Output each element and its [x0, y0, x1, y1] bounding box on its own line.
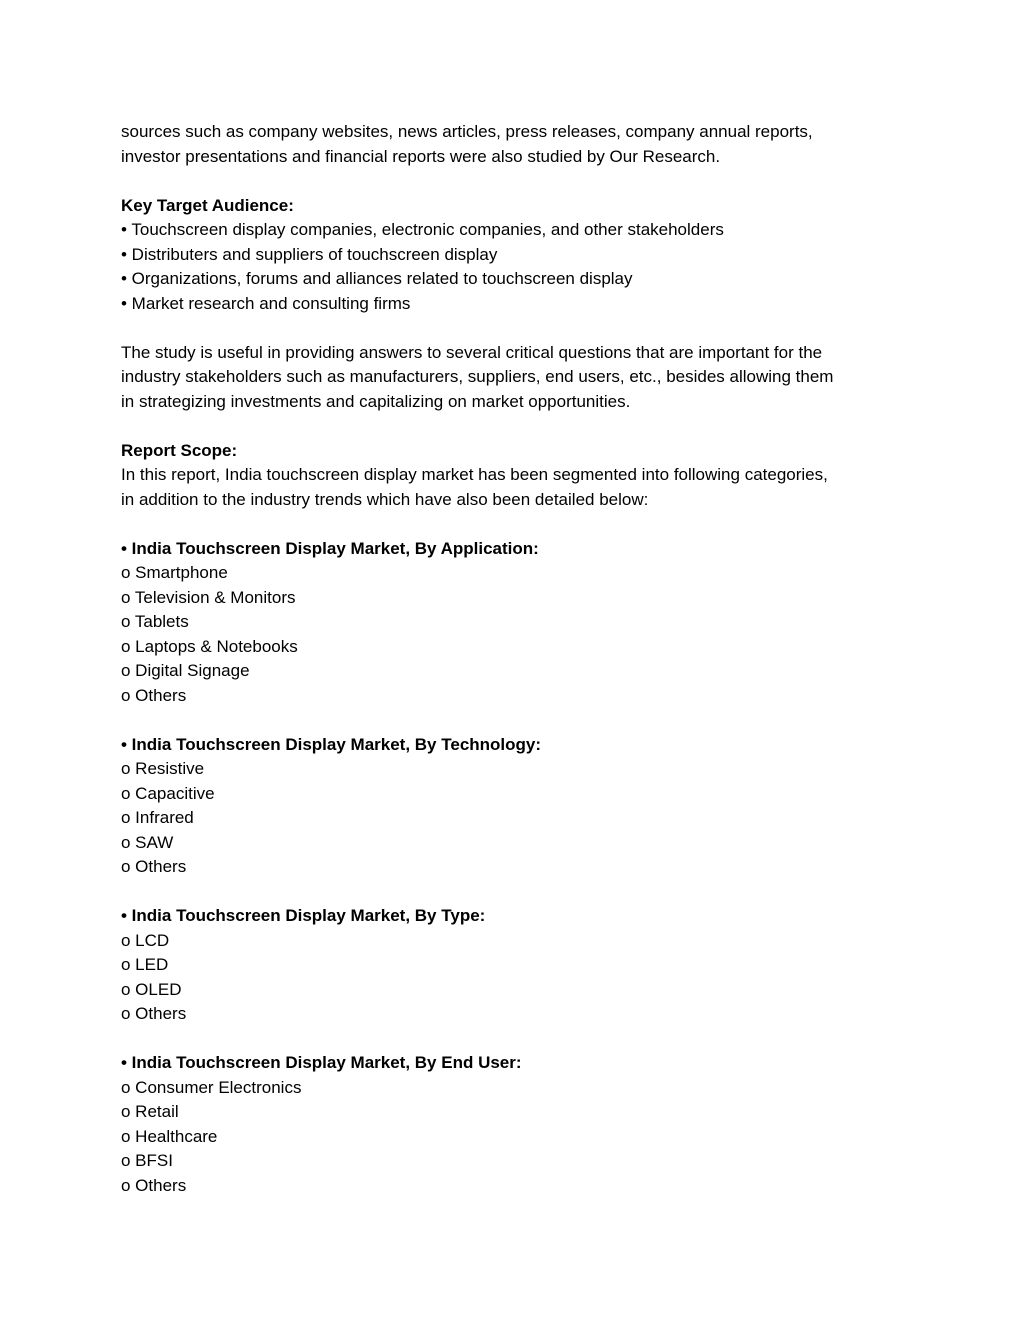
segment-item: o Others [121, 685, 187, 705]
segment-item: o Retail [121, 1102, 179, 1121]
segment-end-user [121, 1051, 911, 1198]
paragraph-gap [121, 880, 911, 905]
audience-item: • Touchscreen display companies, electronic companies, and other stakeholders [121, 220, 724, 239]
audience-item: • Distributers and suppliers of touchscreen display [121, 244, 498, 264]
paragraph-gap [121, 708, 911, 733]
segment-item: o Digital Signage [121, 661, 250, 680]
segment-list [121, 929, 911, 1027]
segment-item: o LED [121, 955, 169, 974]
audience-section [121, 194, 911, 317]
segment-item: o Resistive [121, 759, 205, 778]
segment-list [121, 1076, 911, 1199]
segment-item: o Capacitive [121, 783, 215, 803]
audience-heading: Key Target Audience: [121, 195, 294, 215]
segment-item: o SAW [121, 832, 174, 852]
segment-item: o Infrared [121, 808, 194, 827]
intro-paragraph [121, 120, 911, 169]
scope-line: In this report, India touchscreen display market has been segmented into following categories, [121, 465, 828, 484]
scope-section [121, 439, 911, 513]
segment-application [121, 537, 911, 709]
segment-item: o Laptops & Notebooks [121, 636, 298, 656]
segment-item: o Others [121, 1004, 187, 1023]
segment-item: o Tablets [121, 612, 189, 631]
segment-item: o LCD [121, 930, 170, 950]
segment-item: o Consumer Electronics [121, 1077, 302, 1097]
segment-heading: • India Touchscreen Display Market, By Application: [121, 538, 539, 558]
intro-line: investor presentations and financial reports were also studied by Our Research. [121, 146, 721, 166]
paragraph-gap [121, 414, 911, 439]
paragraph-gap [121, 316, 911, 341]
segment-item: o Smartphone [121, 563, 228, 582]
study-paragraph [121, 341, 911, 415]
paragraph-gap [121, 512, 911, 537]
segment-item: o Television & Monitors [121, 587, 296, 607]
segment-item: o BFSI [121, 1151, 173, 1170]
scope-line: in addition to the industry trends which have also been detailed below: [121, 489, 649, 509]
paragraph-gap [121, 1027, 911, 1052]
segment-heading: • India Touchscreen Display Market, By Technology: [121, 734, 542, 754]
study-line: in strategizing investments and capitalizing on market opportunities. [121, 391, 631, 411]
audience-item: • Organizations, forums and alliances related to touchscreen display [121, 269, 633, 288]
segment-heading: • India Touchscreen Display Market, By End User: [121, 1053, 522, 1072]
segment-list [121, 757, 911, 880]
segment-technology [121, 733, 911, 880]
intro-line: sources such as company websites, news articles, press releases, company annual reports, [121, 122, 813, 141]
segment-item: o Healthcare [121, 1126, 218, 1146]
audience-list [121, 218, 911, 316]
segment-item: o Others [121, 1175, 187, 1195]
scope-heading: Report Scope: [121, 440, 238, 460]
document-page [121, 120, 911, 1198]
segment-heading: • India Touchscreen Display Market, By Type: [121, 906, 486, 925]
audience-item: • Market research and consulting firms [121, 293, 411, 313]
paragraph-gap [121, 169, 911, 194]
segment-item: o OLED [121, 979, 182, 999]
study-line: industry stakeholders such as manufacturers, suppliers, end users, etc., besides allowing them [121, 367, 834, 386]
segment-item: o Others [121, 857, 187, 876]
study-line: The study is useful in providing answers to several critical questions that are important for the [121, 342, 823, 362]
segment-type [121, 904, 911, 1027]
segment-list [121, 561, 911, 708]
